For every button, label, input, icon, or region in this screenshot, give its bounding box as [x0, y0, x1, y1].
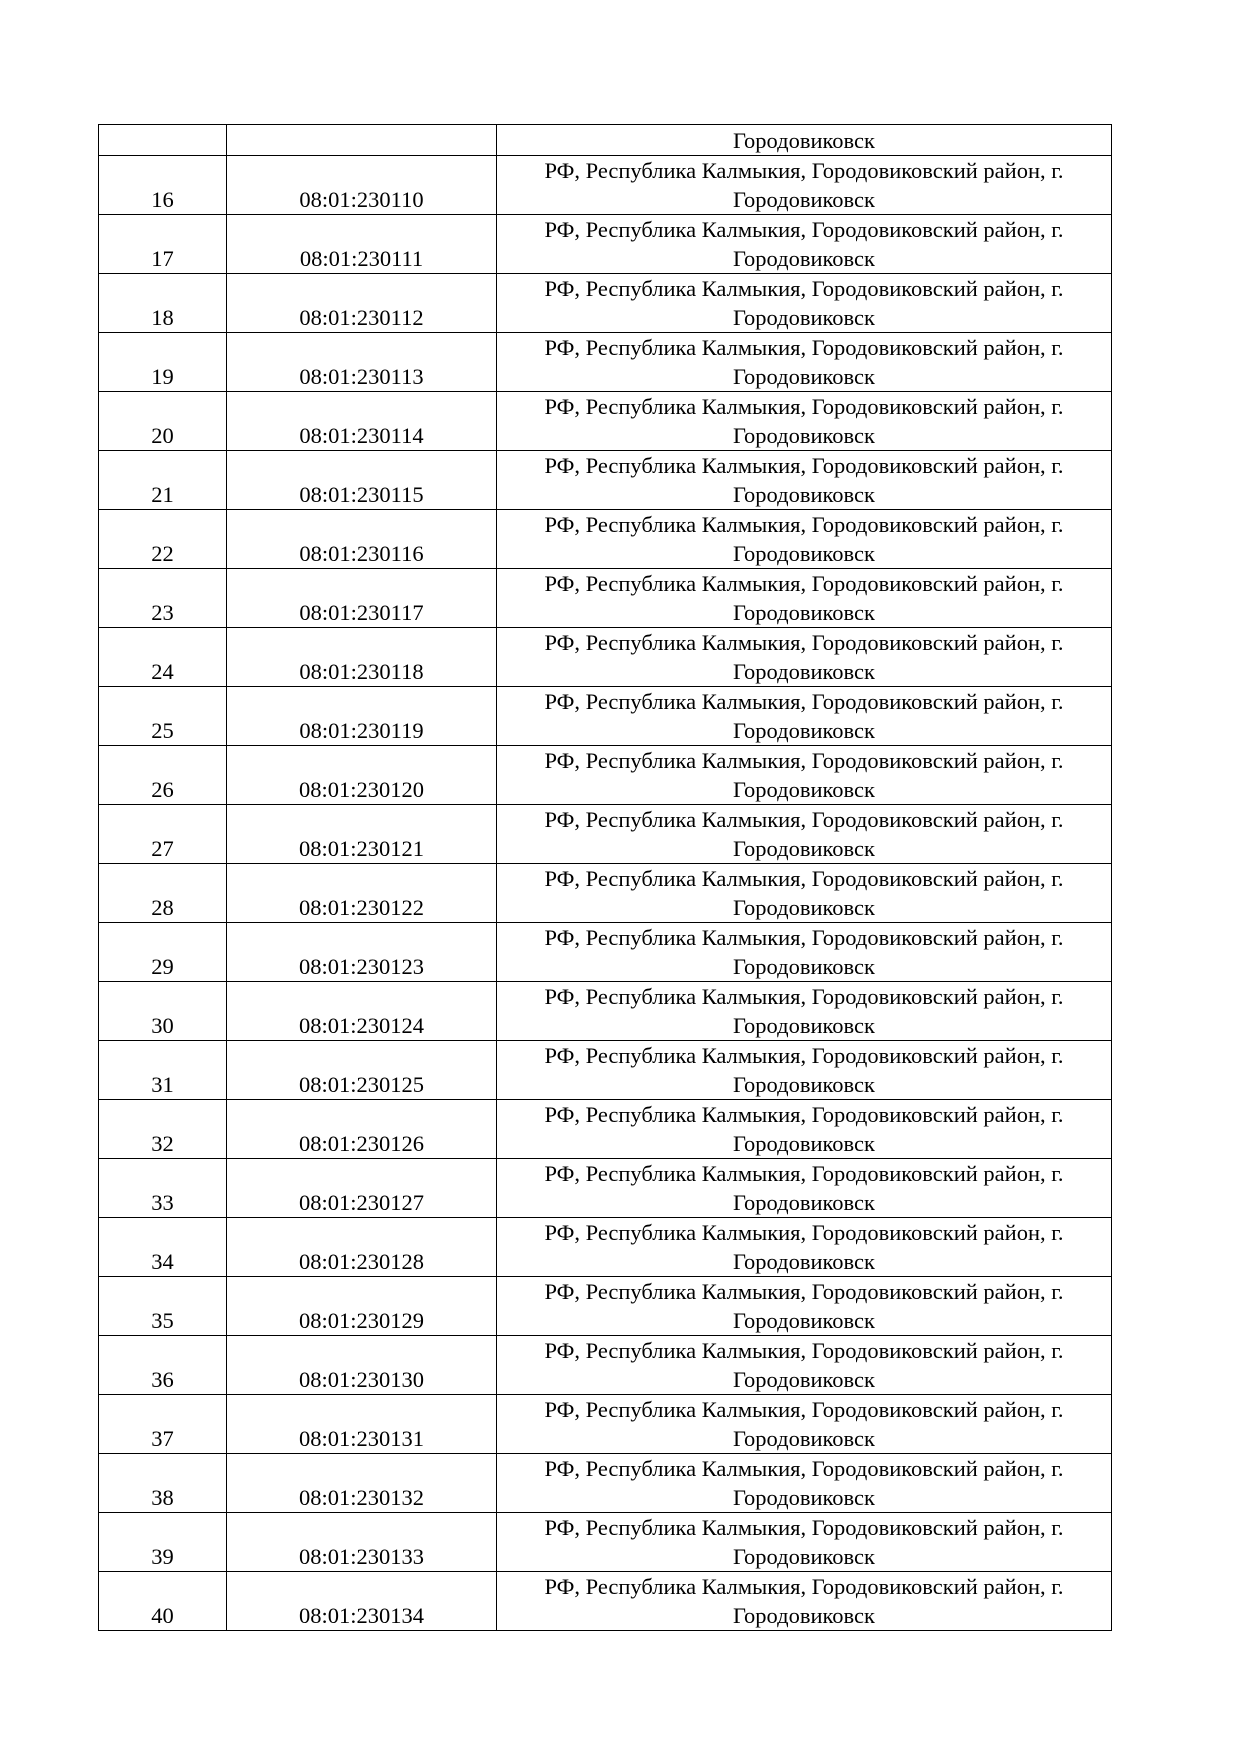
address-line-2: Городовиковск — [733, 1367, 875, 1392]
address-cell — [497, 982, 1112, 1041]
address-line-1: РФ, Республика Калмыкия, Городовиковский район, г. — [544, 630, 1064, 655]
cadastral-number-cell: 08:01:230133 — [227, 1513, 497, 1572]
row-number-cell: 33 — [99, 1159, 227, 1218]
address-cell — [497, 1041, 1112, 1100]
row-number-cell: 32 — [99, 1100, 227, 1159]
table-row — [99, 451, 1112, 510]
address-line-1: РФ, Республика Калмыкия, Городовиковский район, г. — [544, 1338, 1064, 1363]
cadastral-number-cell: 08:01:230115 — [227, 451, 497, 510]
table-row — [99, 1159, 1112, 1218]
address-line-2: Городовиковск — [733, 1485, 875, 1510]
row-number-cell: 40 — [99, 1572, 227, 1631]
table-row — [99, 510, 1112, 569]
cadastral-number-cell: 08:01:230127 — [227, 1159, 497, 1218]
cadastral-number-cell: 08:01:230126 — [227, 1100, 497, 1159]
address-line-2: Городовиковск — [733, 364, 875, 389]
cadastral-number-cell — [227, 125, 497, 156]
address-line-1: РФ, Республика Калмыкия, Городовиковский район, г. — [544, 1043, 1064, 1068]
row-number-cell: 37 — [99, 1395, 227, 1454]
table-row — [99, 392, 1112, 451]
cadastral-number-cell: 08:01:230117 — [227, 569, 497, 628]
address-line-1: РФ, Республика Калмыкия, Городовиковский район, г. — [544, 1220, 1064, 1245]
table-row — [99, 1336, 1112, 1395]
row-number-cell: 28 — [99, 864, 227, 923]
row-number-cell: 26 — [99, 746, 227, 805]
row-number-cell: 18 — [99, 274, 227, 333]
address-cell — [497, 215, 1112, 274]
cadastral-number-cell: 08:01:230132 — [227, 1454, 497, 1513]
row-number-cell: 35 — [99, 1277, 227, 1336]
address-line-2: Городовиковск — [733, 1131, 875, 1156]
table-row — [99, 805, 1112, 864]
table-row — [99, 628, 1112, 687]
address-cell — [497, 1277, 1112, 1336]
address-cell — [497, 1513, 1112, 1572]
cadastral-number-cell: 08:01:230123 — [227, 923, 497, 982]
address-line-1: РФ, Республика Калмыкия, Городовиковский район, г. — [544, 1515, 1064, 1540]
address-line-1: РФ, Республика Калмыкия, Городовиковский район, г. — [544, 1279, 1064, 1304]
address-line-1: РФ, Республика Калмыкия, Городовиковский район, г. — [544, 689, 1064, 714]
address-line-2: Городовиковск — [733, 482, 875, 507]
row-number-cell: 25 — [99, 687, 227, 746]
row-number-cell: 17 — [99, 215, 227, 274]
row-number-cell: 31 — [99, 1041, 227, 1100]
cadastral-number-cell: 08:01:230112 — [227, 274, 497, 333]
cadastral-number-cell: 08:01:230129 — [227, 1277, 497, 1336]
land-plots-table — [98, 124, 1112, 1631]
address-line-2: Городовиковск — [733, 246, 875, 271]
address-line-2: Городовиковск — [733, 187, 875, 212]
cadastral-number-cell: 08:01:230131 — [227, 1395, 497, 1454]
table-row — [99, 982, 1112, 1041]
address-line-1: РФ, Республика Калмыкия, Городовиковский район, г. — [544, 984, 1064, 1009]
address-line-1: РФ, Республика Калмыкия, Городовиковский район, г. — [544, 335, 1064, 360]
table-row — [99, 1572, 1112, 1631]
cadastral-number-cell: 08:01:230113 — [227, 333, 497, 392]
address-line-2: Городовиковск — [733, 836, 875, 861]
address-cell — [497, 510, 1112, 569]
row-number-cell: 30 — [99, 982, 227, 1041]
table-row — [99, 746, 1112, 805]
address-line-1: РФ, Республика Калмыкия, Городовиковский район, г. — [544, 866, 1064, 891]
row-number-cell: 23 — [99, 569, 227, 628]
address-line-2: Городовиковск — [733, 1544, 875, 1569]
address-line-1: РФ, Республика Калмыкия, Городовиковский район, г. — [544, 394, 1064, 419]
row-number-cell: 39 — [99, 1513, 227, 1572]
table-row-continuation — [99, 125, 1112, 156]
table-body — [99, 125, 1112, 1631]
address-cell — [497, 1159, 1112, 1218]
table-row — [99, 569, 1112, 628]
cadastral-number-cell: 08:01:230114 — [227, 392, 497, 451]
address-line-2: Городовиковск — [733, 1249, 875, 1274]
address-cell — [497, 156, 1112, 215]
cadastral-number-cell: 08:01:230110 — [227, 156, 497, 215]
table-row — [99, 1218, 1112, 1277]
address-cell — [497, 1218, 1112, 1277]
cadastral-number-cell: 08:01:230120 — [227, 746, 497, 805]
address-cell — [497, 569, 1112, 628]
cadastral-number-cell: 08:01:230111 — [227, 215, 497, 274]
address-line-2: Городовиковск — [733, 954, 875, 979]
table-row — [99, 1100, 1112, 1159]
cadastral-number-cell: 08:01:230119 — [227, 687, 497, 746]
cadastral-number-cell: 08:01:230118 — [227, 628, 497, 687]
address-line-1: РФ, Республика Калмыкия, Городовиковский район, г. — [544, 925, 1064, 950]
table-row — [99, 333, 1112, 392]
table-row — [99, 274, 1112, 333]
address-line-2: Городовиковск — [733, 1072, 875, 1097]
address-line-1: РФ, Республика Калмыкия, Городовиковский район, г. — [544, 276, 1064, 301]
address-line-1: РФ, Республика Калмыкия, Городовиковский район, г. — [544, 158, 1064, 183]
address-cell — [497, 274, 1112, 333]
address-cell — [497, 451, 1112, 510]
address-cell — [497, 864, 1112, 923]
address-line-2: Городовиковск — [733, 777, 875, 802]
address-line-2: Городовиковск — [733, 305, 875, 330]
row-number-cell: 20 — [99, 392, 227, 451]
row-number-cell: 36 — [99, 1336, 227, 1395]
address-line-1: РФ, Республика Калмыкия, Городовиковский район, г. — [544, 1574, 1064, 1599]
row-number-cell: 24 — [99, 628, 227, 687]
table-row — [99, 215, 1112, 274]
address-cell — [497, 628, 1112, 687]
address-cell — [497, 687, 1112, 746]
table-row — [99, 1454, 1112, 1513]
table-row — [99, 156, 1112, 215]
row-number-cell: 22 — [99, 510, 227, 569]
cadastral-number-cell: 08:01:230116 — [227, 510, 497, 569]
row-number-cell: 21 — [99, 451, 227, 510]
address-line-2: Городовиковск — [733, 1308, 875, 1333]
address-cell — [497, 1454, 1112, 1513]
row-number-cell: 19 — [99, 333, 227, 392]
address-line-1: РФ, Республика Калмыкия, Городовиковский район, г. — [544, 512, 1064, 537]
address-cell — [497, 333, 1112, 392]
address-line-2: Городовиковск — [733, 1603, 875, 1628]
address-line-2: Городовиковск — [733, 718, 875, 743]
cadastral-number-cell: 08:01:230128 — [227, 1218, 497, 1277]
address-line-2: Городовиковск — [733, 128, 875, 153]
address-line-2: Городовиковск — [733, 1426, 875, 1451]
row-number-cell: 38 — [99, 1454, 227, 1513]
cadastral-number-cell: 08:01:230130 — [227, 1336, 497, 1395]
table-row — [99, 1041, 1112, 1100]
address-cell — [497, 1100, 1112, 1159]
address-line-2: Городовиковск — [733, 1013, 875, 1038]
address-line-1: РФ, Республика Калмыкия, Городовиковский район, г. — [544, 1397, 1064, 1422]
address-line-1: РФ, Республика Калмыкия, Городовиковский район, г. — [544, 571, 1064, 596]
address-cell — [497, 746, 1112, 805]
address-line-2: Городовиковск — [733, 1190, 875, 1215]
address-cell — [497, 1572, 1112, 1631]
address-cell — [497, 1395, 1112, 1454]
address-line-2: Городовиковск — [733, 600, 875, 625]
address-cell — [497, 125, 1112, 156]
address-line-1: РФ, Республика Калмыкия, Городовиковский район, г. — [544, 217, 1064, 242]
table-row — [99, 1277, 1112, 1336]
address-line-1: РФ, Республика Калмыкия, Городовиковский район, г. — [544, 1161, 1064, 1186]
address-line-1: РФ, Республика Калмыкия, Городовиковский район, г. — [544, 1102, 1064, 1127]
address-cell — [497, 1336, 1112, 1395]
row-number-cell — [99, 125, 227, 156]
address-line-2: Городовиковск — [733, 659, 875, 684]
cadastral-number-cell: 08:01:230121 — [227, 805, 497, 864]
address-line-2: Городовиковск — [733, 895, 875, 920]
row-number-cell: 34 — [99, 1218, 227, 1277]
cadastral-number-cell: 08:01:230122 — [227, 864, 497, 923]
row-number-cell: 27 — [99, 805, 227, 864]
address-line-1: РФ, Республика Калмыкия, Городовиковский район, г. — [544, 1456, 1064, 1481]
row-number-cell: 29 — [99, 923, 227, 982]
table-row — [99, 1395, 1112, 1454]
cadastral-number-cell: 08:01:230134 — [227, 1572, 497, 1631]
address-line-1: РФ, Республика Калмыкия, Городовиковский район, г. — [544, 453, 1064, 478]
row-number-cell: 16 — [99, 156, 227, 215]
address-cell — [497, 392, 1112, 451]
address-cell — [497, 805, 1112, 864]
table-row — [99, 687, 1112, 746]
cadastral-number-cell: 08:01:230124 — [227, 982, 497, 1041]
address-line-1: РФ, Республика Калмыкия, Городовиковский район, г. — [544, 748, 1064, 773]
address-line-2: Городовиковск — [733, 541, 875, 566]
table-row — [99, 1513, 1112, 1572]
address-cell — [497, 923, 1112, 982]
address-line-1: РФ, Республика Калмыкия, Городовиковский район, г. — [544, 807, 1064, 832]
table-row — [99, 864, 1112, 923]
address-line-2: Городовиковск — [733, 423, 875, 448]
table-row — [99, 923, 1112, 982]
cadastral-number-cell: 08:01:230125 — [227, 1041, 497, 1100]
